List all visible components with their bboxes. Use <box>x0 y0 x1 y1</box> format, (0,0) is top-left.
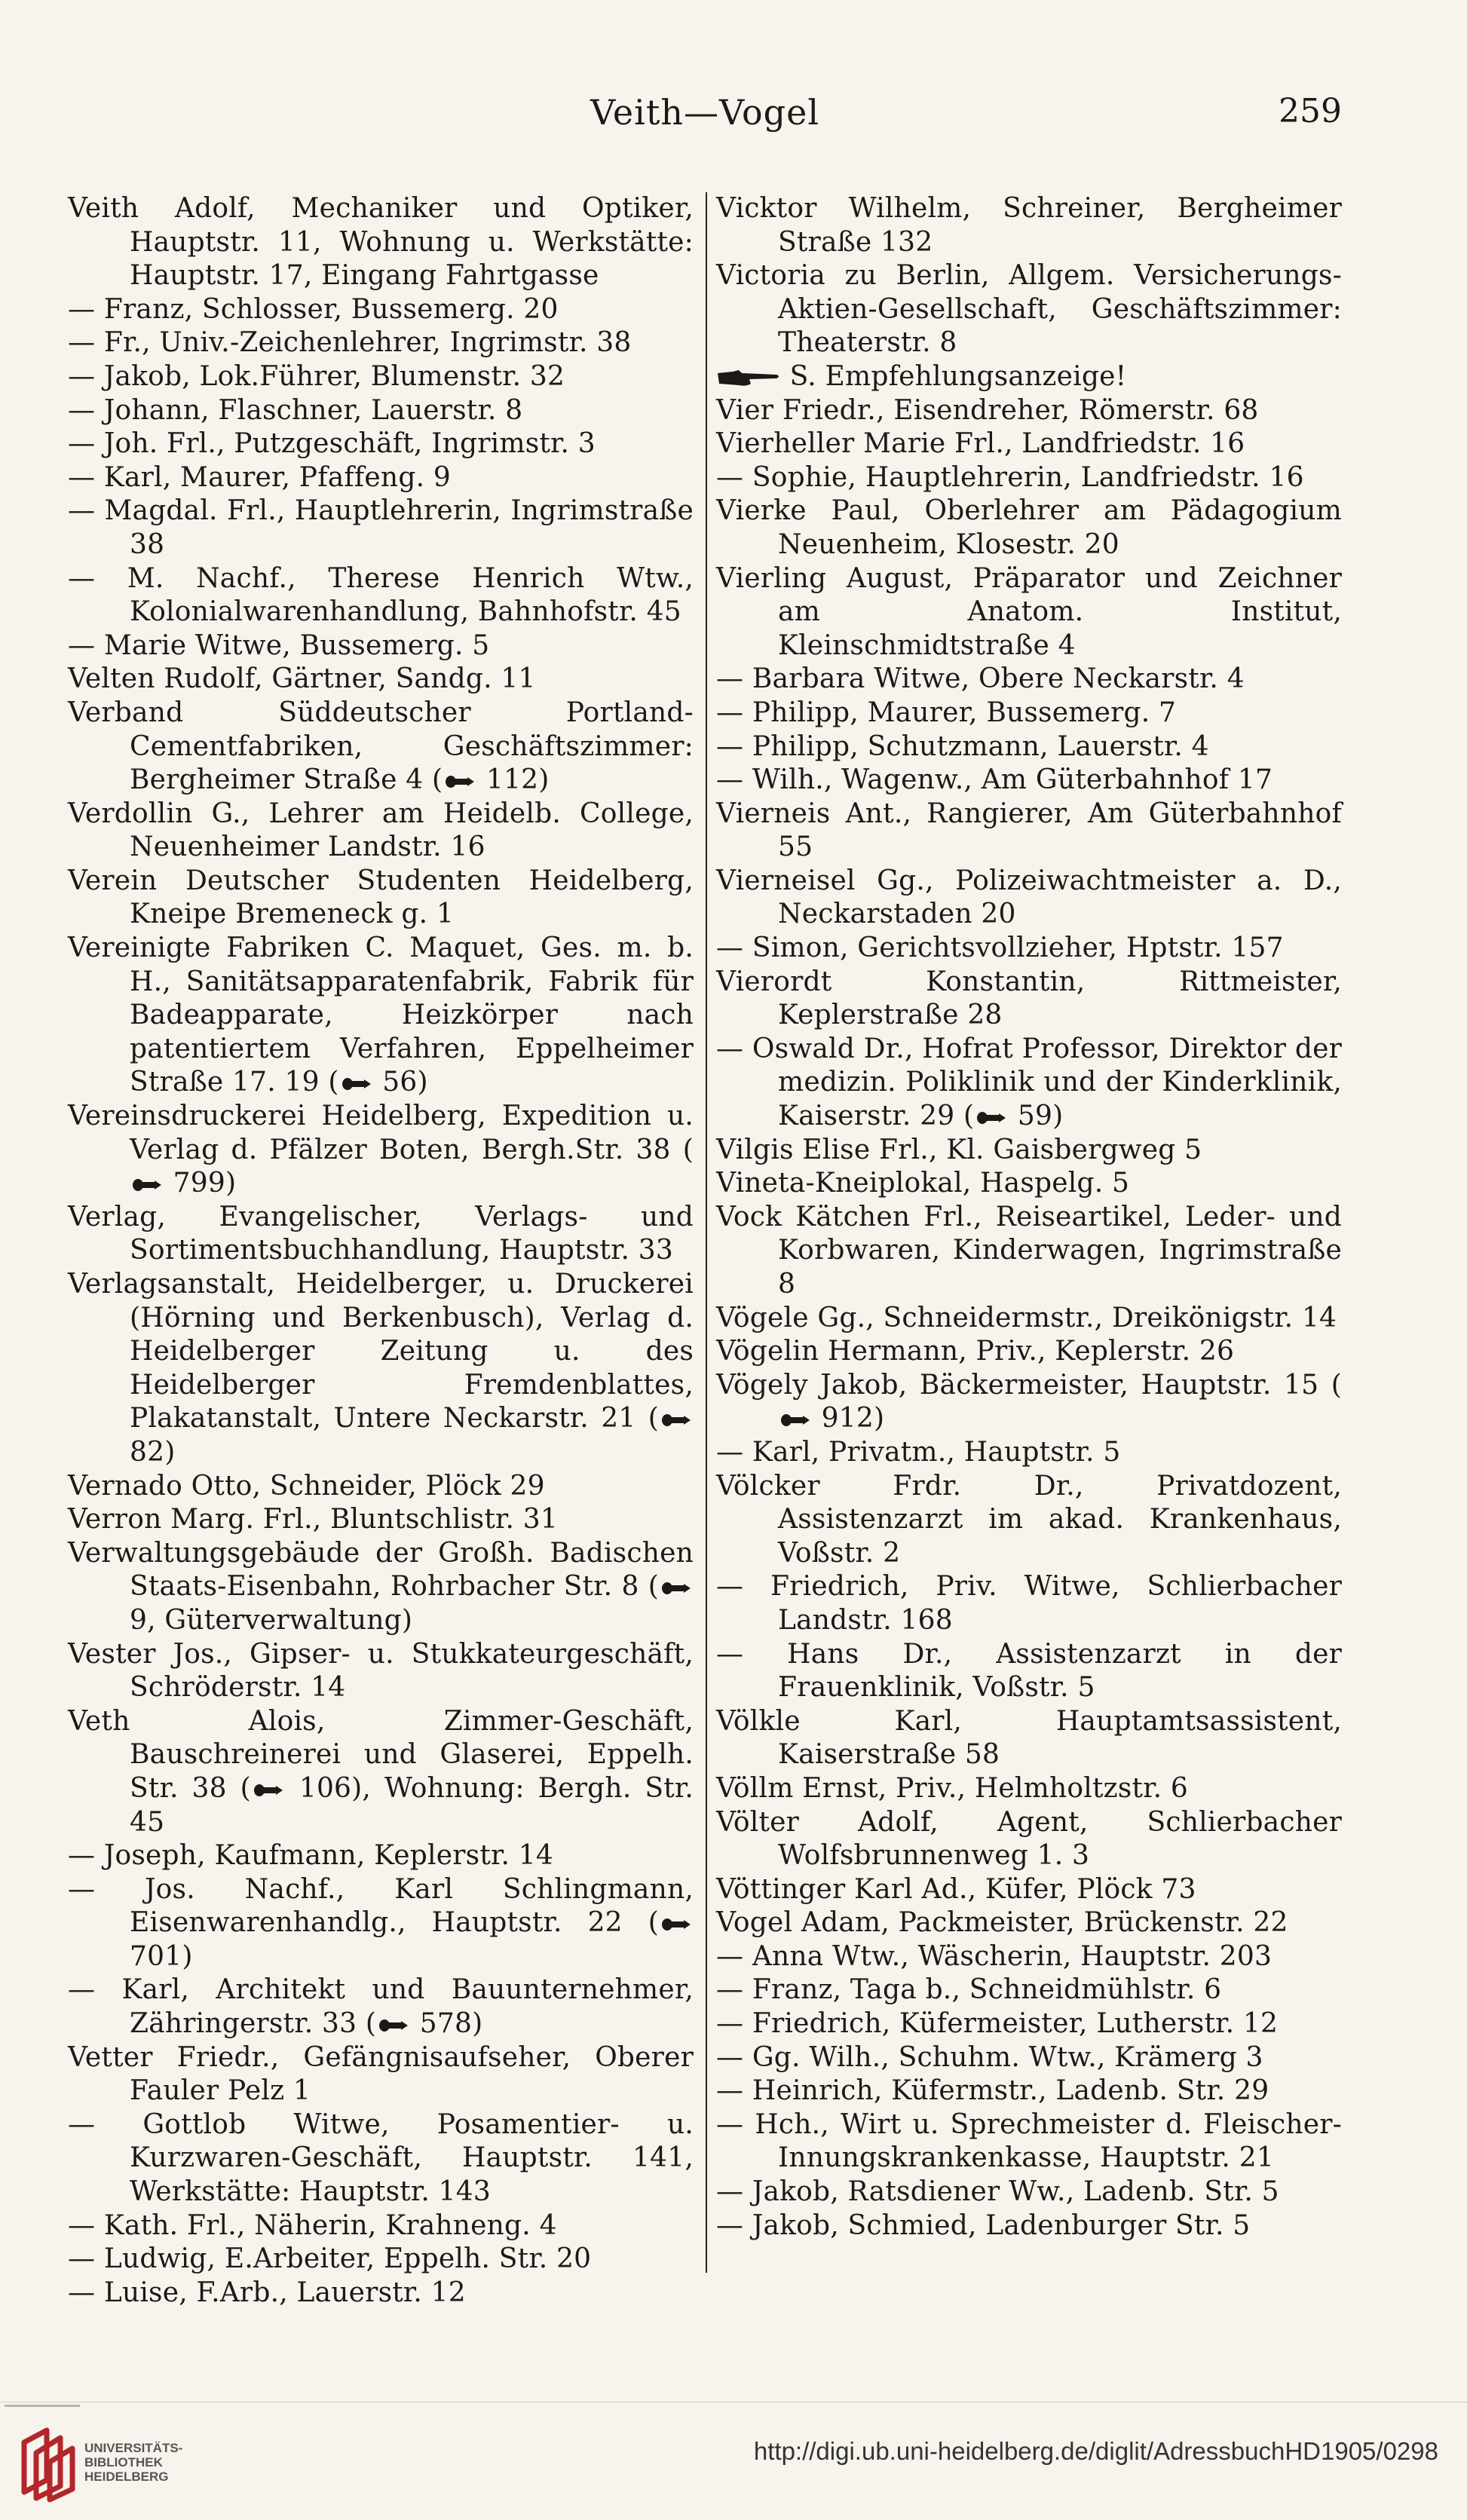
telephone-icon <box>444 774 476 789</box>
directory-entry: Vögele Gg., Schneidermstr., Dreikönigstr. 14 <box>716 1302 1337 1333</box>
telephone-icon <box>660 1581 692 1596</box>
directory-entry: Vöttinger Karl Ad., Küfer, Plöck 73 <box>716 1873 1196 1905</box>
library-name-line: HEIDELBERG <box>84 2469 169 2484</box>
directory-entry: Vineta-Kneiplokal, Haspelg. 5 <box>716 1168 1130 1199</box>
directory-entry: S. Empfehlungsanzeige! <box>716 360 1342 394</box>
directory-entry: — Philipp, Maurer, Bussemerg. 7 <box>716 697 1177 728</box>
directory-entry: Völter Adolf, Agent, Schlierbacher Wolfsbrunnenweg 1. 3 <box>716 1806 1342 1872</box>
directory-entry: Vierke Paul, Oberlehrer am Pädagogium Neuenheim, Klosestr. 20 <box>716 495 1342 560</box>
telephone-icon <box>253 1783 284 1798</box>
directory-entry: Vereinsdruckerei Heidelberg, Expedition u. Verlag d. Pfälzer Boten, Bergh.Str. 38 ( 799) <box>68 1101 694 1199</box>
telephone-icon <box>660 1917 692 1932</box>
directory-entry: Verron Marg. Frl., Bluntschlistr. 31 <box>68 1504 558 1536</box>
library-name-line: BIBLIOTHEK <box>84 2455 163 2469</box>
directory-entry: Velten Rudolf, Gärtner, Sandg. 11 <box>68 663 536 695</box>
directory-entry: Vernado Otto, Schneider, Plöck 29 <box>68 1470 545 1502</box>
directory-entry: — Oswald Dr., Hofrat Professor, Direktor der medizin. Poliklinik und der Kinderklinik, Kaiserstr. 29 ( 59) <box>716 1033 1342 1132</box>
directory-entry: Verwaltungsgebäude der Großh. Badischen Staats-Eisenbahn, Rohrbacher Str. 8 ( 9, Güterverwaltung) <box>68 1537 694 1636</box>
directory-entry: — Kath. Frl., Näherin, Krahneng. 4 <box>68 2209 557 2241</box>
directory-entry: — Wilh., Wagenw., Am Güterbahnhof 17 <box>716 764 1273 796</box>
pointing-hand-icon <box>716 369 781 388</box>
directory-entry: Vogel Adam, Packmeister, Brückenstr. 22 <box>716 1907 1288 1939</box>
directory-entry: — Anna Wtw., Wäscherin, Hauptstr. 203 <box>716 1940 1273 1972</box>
directory-entry: Vester Jos., Gipser- u. Stukkateurgeschäft, Schröderstr. 14 <box>68 1638 694 1704</box>
directory-entry: — M. Nachf., Therese Henrich Wtw., Kolonialwarenhandlung, Bahnhofstr. 45 <box>68 562 694 628</box>
directory-entry: Vilgis Elise Frl., Kl. Gaisbergweg 5 <box>716 1134 1202 1165</box>
directory-entry: — Magdal. Frl., Hauptlehrerin, Ingrimstraße 38 <box>68 495 694 560</box>
telephone-icon <box>378 2018 409 2033</box>
telephone-icon <box>341 1076 372 1092</box>
directory-entry: Vierneisel Gg., Polizeiwachtmeister a. D., Neckarstaden 20 <box>716 865 1342 930</box>
directory-entry: — Joseph, Kaufmann, Keplerstr. 14 <box>68 1840 553 1872</box>
directory-entry: Vetter Friedr., Gefängnisaufseher, Oberer Fauler Pelz 1 <box>68 2041 694 2107</box>
telephone-icon <box>975 1110 1007 1125</box>
directory-entry: Völcker Frdr. Dr., Privatdozent, Assistenzarzt im akad. Krankenhaus, Voßstr. 2 <box>716 1470 1342 1569</box>
telephone-icon <box>660 1413 692 1428</box>
page-header <box>68 92 1342 152</box>
directory-entry: — Karl, Architekt und Bauunternehmer, Zähringerstr. 33 ( 578) <box>68 1974 694 2040</box>
directory-entry: Verlag, Evangelischer, Verlags- und Sortimentsbuchhandlung, Hauptstr. 33 <box>68 1201 694 1266</box>
library-logo-icon <box>14 2420 78 2503</box>
directory-entry: — Karl, Maurer, Pfaffeng. 9 <box>68 461 451 493</box>
directory-entry: — Jakob, Ratsdiener Ww., Ladenb. Str. 5 <box>716 2176 1279 2208</box>
directory-entry: Völkle Karl, Hauptamtsassistent, Kaiserstraße 58 <box>716 1705 1342 1771</box>
directory-entry: Vierneis Ant., Rangierer, Am Güterbahnhof 55 <box>716 798 1342 863</box>
directory-entry: Vierheller Marie Frl., Landfriedstr. 16 <box>716 428 1245 460</box>
directory-entry: — Simon, Gerichtsvollzieher, Hptstr. 157 <box>716 932 1284 964</box>
right-column <box>716 192 1342 2243</box>
directory-entry: Vereinigte Fabriken C. Maquet, Ges. m. b. H., Sanitätsapparatenfabrik, Fabrik für Badeapparate, Heizkörper nach patentiertem Verfahren, Eppelheimer Straße 17. 19 ( 56) <box>68 932 694 1098</box>
directory-entry: Vock Kätchen Frl., Reiseartikel, Leder- und Korbwaren, Kinderwagen, Ingrimstraße 8 <box>716 1201 1342 1300</box>
directory-entry: Verein Deutscher Studenten Heidelberg, Kneipe Bremeneck g. 1 <box>68 865 694 930</box>
left-column <box>68 192 694 2310</box>
library-name <box>84 2441 182 2484</box>
directory-entry: — Karl, Privatm., Hauptstr. 5 <box>716 1436 1121 1468</box>
library-name-line: UNIVERSITÄTS- <box>84 2441 183 2455</box>
directory-entry: Vicktor Wilhelm, Schreiner, Bergheimer Straße 132 <box>716 193 1342 258</box>
directory-entry: Vögely Jakob, Bäckermeister, Hauptstr. 15 ( 912) <box>716 1369 1342 1435</box>
column-divider <box>706 192 707 2273</box>
directory-entry: Völlm Ernst, Priv., Helmholtzstr. 6 <box>716 1772 1188 1804</box>
directory-entry: — Franz, Taga b., Schneidmühlstr. 6 <box>716 1974 1222 2006</box>
directory-entry: Vierordt Konstantin, Rittmeister, Keplerstraße 28 <box>716 966 1342 1031</box>
directory-entry: — Hch., Wirt u. Sprechmeister d. Fleischer-Innungskrankenkasse, Hauptstr. 21 <box>716 2108 1342 2174</box>
telephone-icon <box>131 1177 163 1193</box>
telephone-icon <box>779 1413 811 1428</box>
directory-entry: Verlagsanstalt, Heidelberger, u. Druckerei (Hörning und Berkenbusch), Verlag d. Heidelberger Zeitung u. des Heidelberger Fremdenblattes, Plakatanstalt, Untere Neckarstr. 21 ( 82) <box>68 1269 694 1468</box>
directory-entry: — Philipp, Schutzmann, Lauerstr. 4 <box>716 730 1209 762</box>
directory-entry: — Ludwig, E.Arbeiter, Eppelh. Str. 20 <box>68 2243 592 2275</box>
directory-entry: — Gottlob Witwe, Posamentier- u. Kurzwaren-Geschäft, Hauptstr. 141, Werkstätte: Hauptstr. 143 <box>68 2108 694 2208</box>
directory-entry: — Heinrich, Küfermstr., Ladenb. Str. 29 <box>716 2075 1269 2107</box>
directory-entry: Victoria zu Berlin, Allgem. Versicherungs-Aktien-Gesellschaft, Geschäftszimmer: Theaterstr. 8 <box>716 260 1342 359</box>
directory-entry: — Luise, F.Arb., Lauerstr. 12 <box>68 2277 466 2308</box>
directory-entry: — Gg. Wilh., Schuhm. Wtw., Krämerg 3 <box>716 2041 1263 2073</box>
directory-entry: — Marie Witwe, Bussemerg. 5 <box>68 629 490 661</box>
directory-entry: Verband Süddeutscher Portland-Cementfabriken, Geschäftszimmer: Bergheimer Straße 4 ( 112) <box>68 697 694 796</box>
directory-entry: Vierling August, Präparator und Zeichner am Anatom. Institut, Kleinschmidtstraße 4 <box>716 562 1342 661</box>
directory-entry: — Jakob, Schmied, Ladenburger Str. 5 <box>716 2209 1251 2241</box>
directory-entry: — Joh. Frl., Putzgeschäft, Ingrimstr. 3 <box>68 428 596 460</box>
directory-entry: Verdollin G., Lehrer am Heidelb. College, Neuenheimer Landstr. 16 <box>68 798 694 863</box>
directory-entry: — Jos. Nachf., Karl Schlingmann, Eisenwarenhandlg., Hauptstr. 22 ( 701) <box>68 1873 694 1972</box>
directory-entry: — Sophie, Hauptlehrerin, Landfriedstr. 16 <box>716 461 1304 493</box>
directory-entry: Vögelin Hermann, Priv., Keplerstr. 26 <box>716 1336 1235 1367</box>
directory-entry: — Fr., Univ.-Zeichenlehrer, Ingrimstr. 38 <box>68 327 632 359</box>
directory-entry: — Jakob, Lok.Führer, Blumenstr. 32 <box>68 360 565 392</box>
directory-entry: — Johann, Flaschner, Lauerstr. 8 <box>68 394 523 426</box>
page-number: 259 <box>1279 92 1342 130</box>
directory-entry: — Friedrich, Küfermeister, Lutherstr. 12 <box>716 2008 1279 2040</box>
directory-entry: — Franz, Schlosser, Bussemerg. 20 <box>68 293 559 325</box>
directory-entry: Veith Adolf, Mechaniker und Optiker, Hauptstr. 11, Wohnung u. Werkstätte: Hauptstr. 17, Eingang Fahrtgasse <box>68 193 694 292</box>
directory-entry: Vier Friedr., Eisendreher, Römerstr. 68 <box>716 394 1259 426</box>
directory-entry: — Hans Dr., Assistenzarzt in der Frauenklinik, Voßstr. 5 <box>716 1638 1342 1704</box>
running-title: Veith—Vogel <box>590 92 820 133</box>
directory-entry: Veth Alois, Zimmer-Geschäft, Bauschreinerei und Glaserei, Eppelh. Str. 38 ( 106), Wohnung: Bergh. Str. 45 <box>68 1705 694 1838</box>
source-url-link[interactable]: http://digi.ub.uni-heidelberg.de/diglit/AdressbuchHD1905/0298 <box>753 2437 1438 2465</box>
scan-edge-mark <box>5 2405 80 2407</box>
directory-entry: — Barbara Witwe, Obere Neckarstr. 4 <box>716 663 1245 695</box>
directory-entry: — Friedrich, Priv. Witwe, Schlierbacher Landstr. 168 <box>716 1571 1342 1636</box>
